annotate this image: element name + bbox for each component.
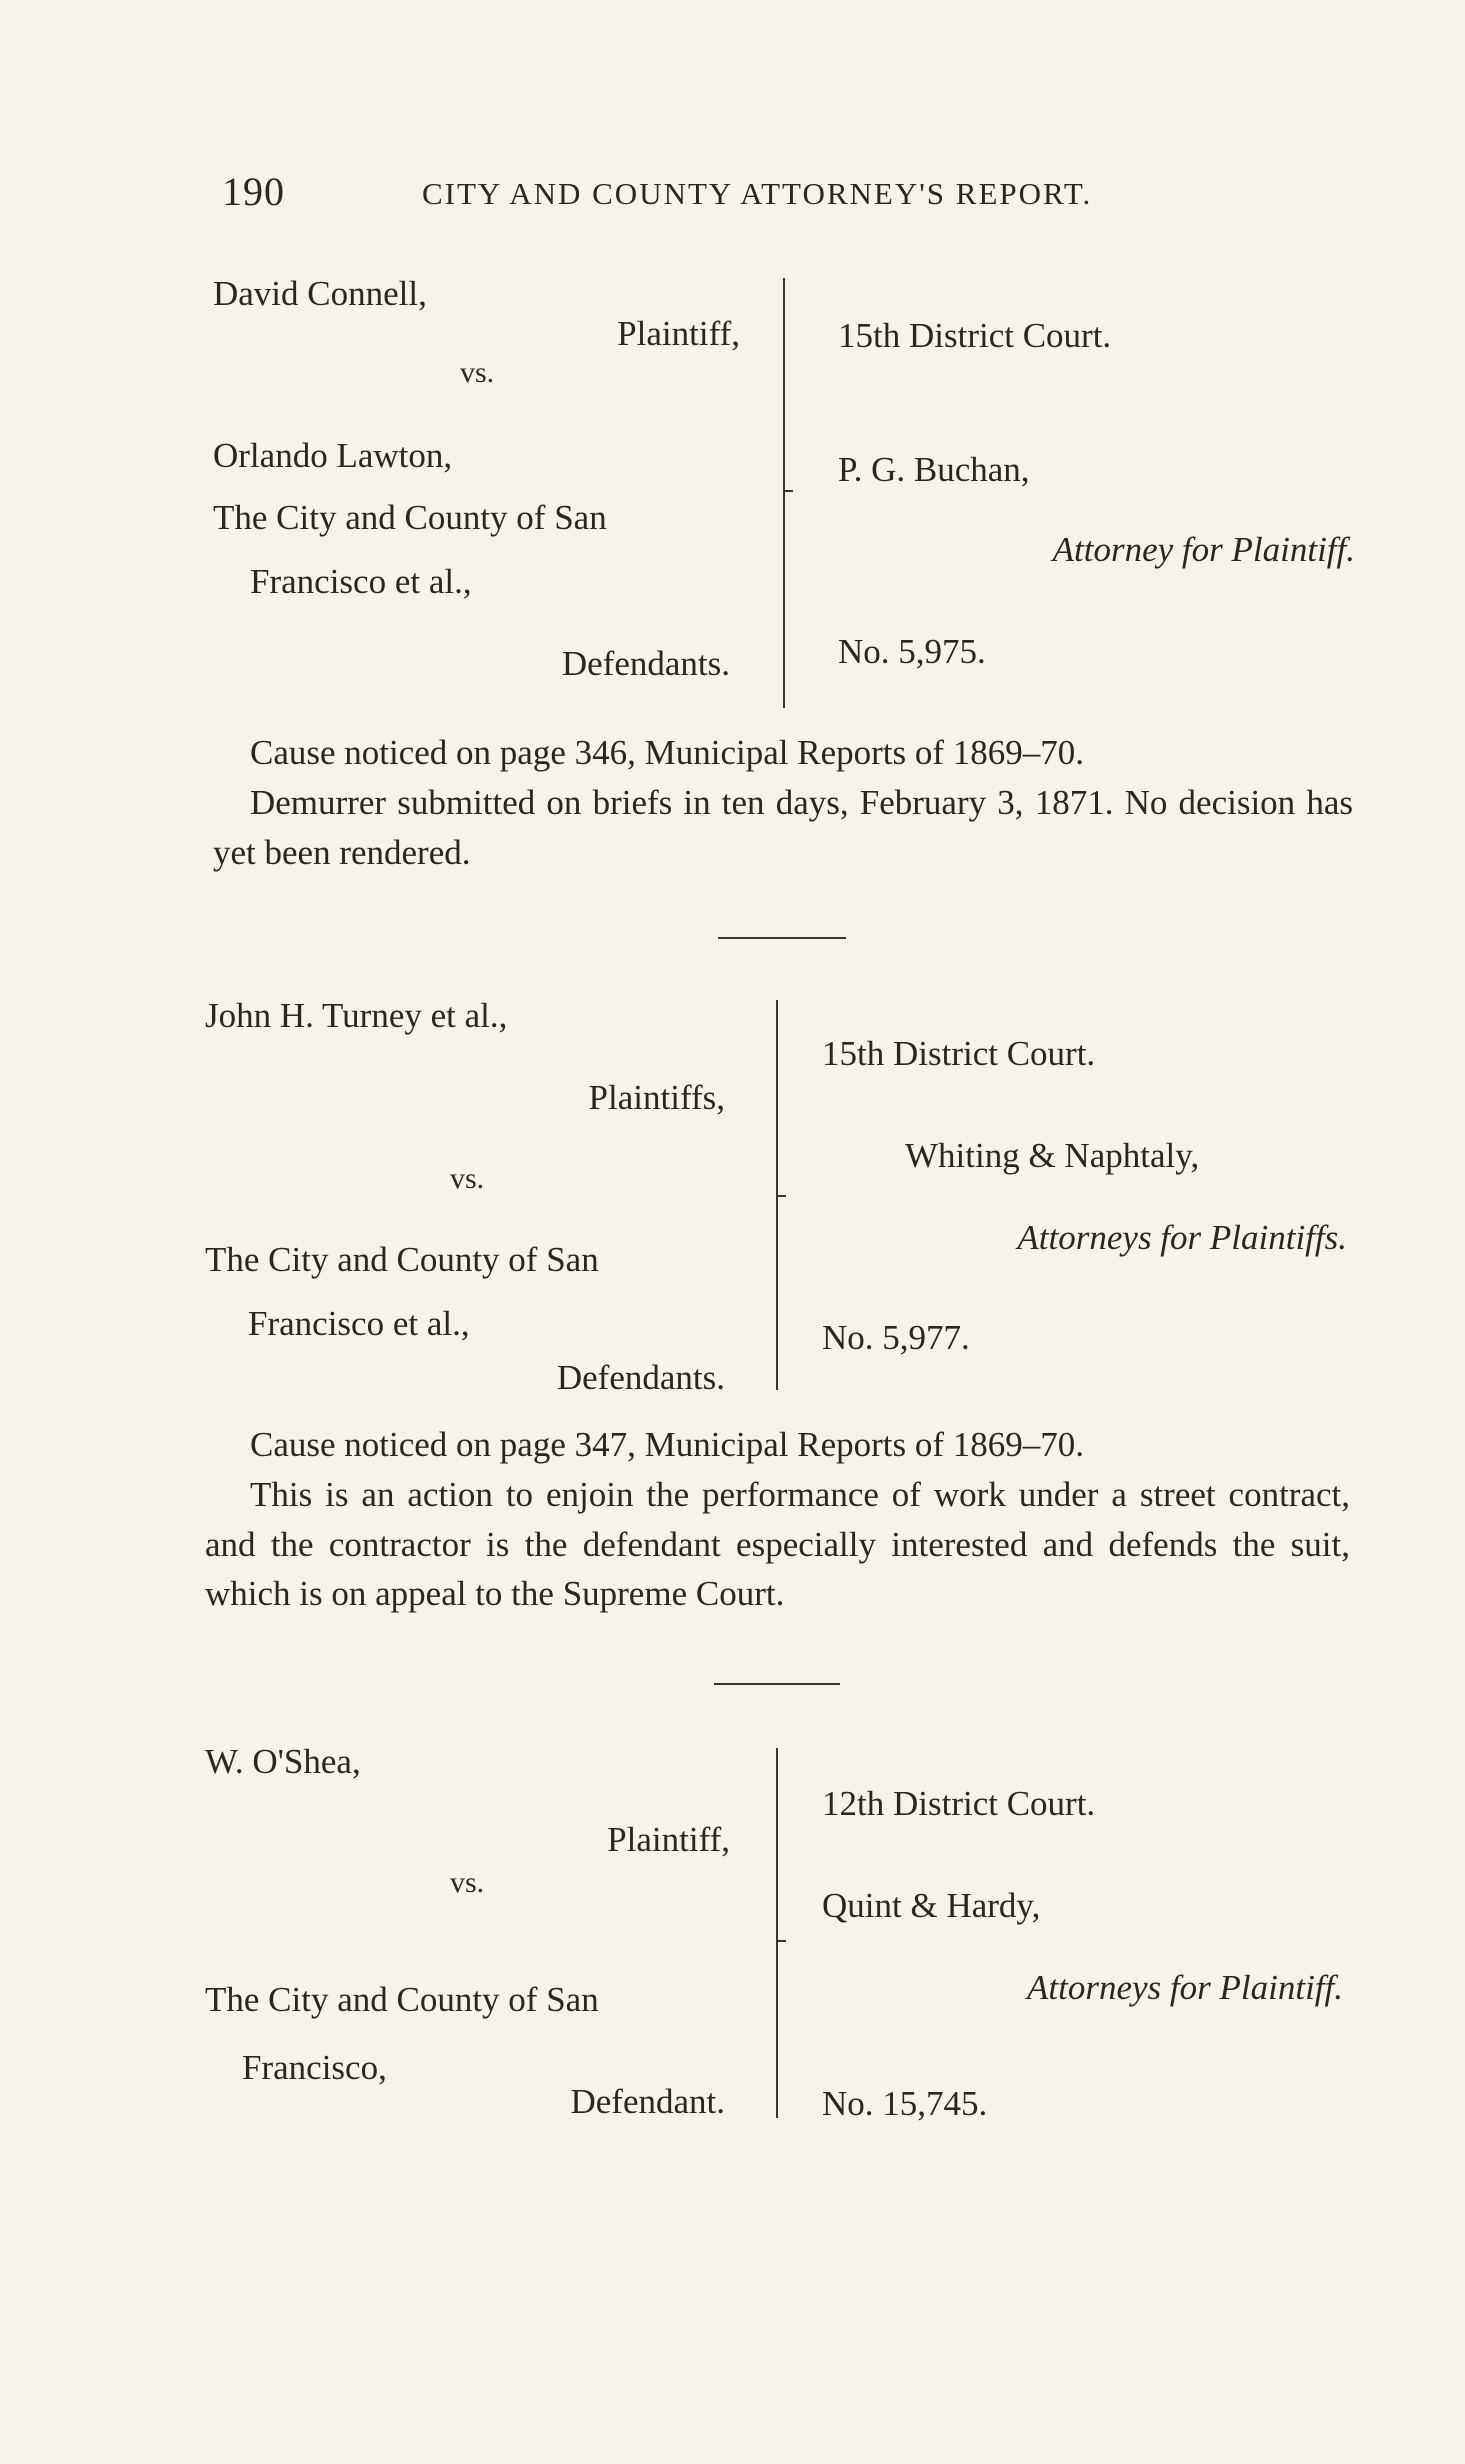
defendant-line-2: The City and County of San <box>213 498 607 537</box>
case-bracket <box>776 1748 778 2118</box>
plaintiff-name: David Connell, <box>213 274 427 313</box>
case-note-1: Cause noticed on page 346, Municipal Reports of 1869–70. <box>250 733 1085 772</box>
plaintiff-role: Plaintiff, <box>617 314 740 353</box>
case-bracket <box>783 278 785 708</box>
versus-label: vs. <box>450 1162 485 1195</box>
case-note-2: Demurrer submitted on briefs in ten days, February 3, 1871. No decision has yet been rendered. <box>213 783 1353 872</box>
defendant-line-1: The City and County of San <box>205 1980 599 2019</box>
section-divider <box>714 1683 840 1685</box>
court-name: 12th District Court. <box>822 1784 1096 1823</box>
case-number: No. 5,975. <box>838 632 986 671</box>
case-note-1: Cause noticed on page 347, Municipal Reports of 1869–70. <box>250 1425 1085 1464</box>
section-divider <box>718 937 846 939</box>
case-note-2: This is an action to enjoin the performance of work under a street contract, and the contractor is the defendant especially interested and defends the suit, which is on appeal to the Supreme Court. <box>205 1475 1350 1613</box>
defendant-role: Defendant. <box>570 2082 725 2121</box>
attorney-role: Attorney for Plaintiff. <box>1052 530 1355 569</box>
plaintiff-role: Plaintiff, <box>607 1820 730 1859</box>
plaintiff-name: W. O'Shea, <box>205 1742 361 1781</box>
case-number: No. 15,745. <box>822 2084 988 2123</box>
page-number: 190 <box>222 169 285 214</box>
defendant-line-2: Francisco et al., <box>248 1304 470 1343</box>
versus-label: vs. <box>450 1866 485 1899</box>
running-title: CITY AND COUNTY ATTORNEY'S REPORT. <box>422 176 1093 211</box>
defendant-line-1: Orlando Lawton, <box>213 436 453 475</box>
defendant-line-3: Francisco et al., <box>250 562 472 601</box>
defendant-role: Defendants. <box>556 1358 725 1397</box>
plaintiff-name: John H. Turney et al., <box>205 996 508 1035</box>
plaintiff-role: Plaintiffs, <box>588 1078 725 1117</box>
court-name: 15th District Court. <box>822 1034 1096 1073</box>
versus-label: vs. <box>460 356 495 389</box>
defendant-line-1: The City and County of San <box>205 1240 599 1279</box>
bracket-tick <box>776 1195 786 1197</box>
attorney-name: Whiting & Naphtaly, <box>905 1136 1200 1175</box>
case-number: No. 5,977. <box>822 1318 970 1357</box>
bracket-tick <box>776 1940 786 1942</box>
defendant-line-2: Francisco, <box>242 2048 387 2087</box>
bracket-tick <box>783 490 793 492</box>
attorney-name: Quint & Hardy, <box>822 1886 1041 1925</box>
attorney-role: Attorneys for Plaintiffs. <box>1017 1218 1347 1257</box>
attorney-role: Attorneys for Plaintiff. <box>1027 1968 1343 2007</box>
court-name: 15th District Court. <box>838 316 1112 355</box>
attorney-name: P. G. Buchan, <box>838 450 1030 489</box>
defendant-role: Defendants. <box>561 644 730 683</box>
